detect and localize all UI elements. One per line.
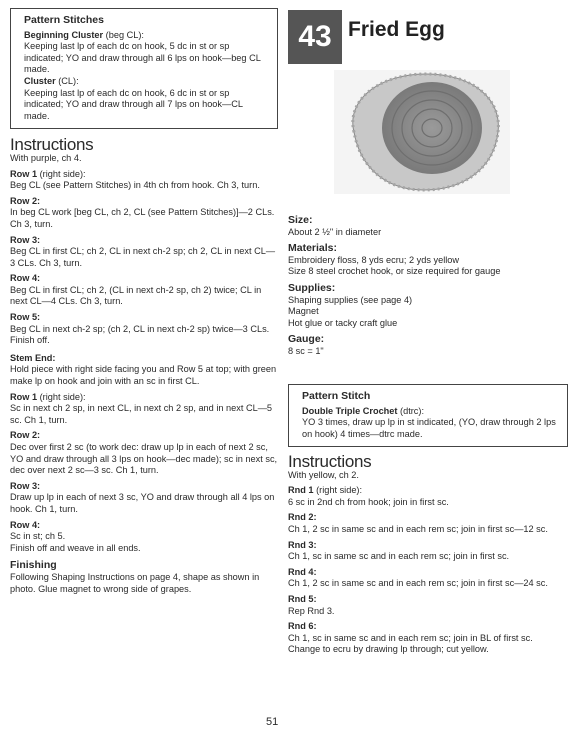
fried-egg-photo — [334, 70, 510, 194]
rnd-text: Rep Rnd 3. — [288, 605, 335, 616]
rnd-6 — [288, 621, 566, 656]
rnd-5 — [288, 594, 566, 617]
stem-heading: Stem End: — [10, 352, 56, 363]
pattern-stitches-box — [10, 8, 278, 129]
gauge-label: Gauge: — [288, 333, 325, 346]
left-column — [10, 8, 278, 595]
gauge-text: 8 sc = 1" — [288, 345, 324, 356]
row-text: Sc in st; ch 5. — [10, 531, 66, 542]
row-text: Beg CL (see Pattern Stitches) in 4th ch from hook. Ch 3, turn. — [10, 180, 260, 191]
row-note: (right side): — [37, 391, 86, 402]
rnd-note: (right side): — [313, 485, 363, 496]
page-title: Fried Egg — [348, 18, 445, 41]
dtrc-name: Double Triple Crochet — [302, 405, 398, 416]
row-label: Row 4: — [10, 273, 41, 284]
right-instructions — [288, 452, 566, 656]
cluster-text: Keeping last lp of each dc on hook, 6 dc in st or sp indicated; YO and draw through all 7 lps on hook—CL made. — [24, 87, 243, 121]
row-text: Dec over first 2 sc (to work dec: draw up lp in each of next 2 sc, YO and draw through all 3 lps on hook—dec made); sc in next sc, dec over next 2 sc—3 sc. Ch 1, turn. — [10, 442, 278, 476]
crochet-egg-image — [334, 70, 510, 194]
rnd-label: Rnd 2: — [288, 512, 317, 523]
supplies-line: Hot glue or tacky craft glue — [288, 317, 398, 328]
materials-line: Size 8 steel crochet hook, or size required for gauge — [288, 266, 501, 277]
stem-row-4 — [10, 520, 278, 543]
row-text: Draw up lp in each of next 3 sc, YO and draw through all 4 lps on hook. Ch 1, turn. — [10, 492, 275, 514]
pattern-stitches-title: Pattern Stitches — [24, 14, 104, 26]
size-text: About 2 ½" in diameter — [288, 226, 382, 237]
instructions-intro: With yellow, ch 2. — [288, 469, 359, 480]
cluster-name: Cluster — [24, 75, 56, 86]
row-text: Sc in next ch 2 sp, in next CL, in next ch 2 sp, and in next CL—5 sc. Ch 1, turn. — [10, 403, 272, 425]
row-label: Row 1 — [10, 391, 38, 402]
row-note: (right side): — [37, 168, 86, 179]
row-label: Row 3: — [10, 234, 41, 245]
supplies-line: Magnet — [288, 306, 319, 317]
dtrc-abbr: (dtrc): — [397, 405, 425, 416]
row-5 — [10, 312, 278, 347]
finish-off-text: Finish off and weave in all ends. — [10, 542, 141, 553]
page-number: 51 — [266, 716, 279, 728]
rnd-4 — [288, 567, 566, 590]
rnd-text: Ch 1, sc in same sc and in each rem sc; join in first sc. — [288, 551, 510, 562]
materials-line: Embroidery floss, 8 yds ecru; 2 yds yellow — [288, 254, 460, 265]
rnd-text: Ch 1, 2 sc in same sc and in each rem sc; join in first sc—24 sc. — [288, 578, 548, 589]
supplies-label: Supplies: — [288, 281, 336, 294]
finishing-heading: Finishing — [10, 559, 57, 572]
title-block — [288, 8, 566, 68]
stem-row-3 — [10, 481, 278, 516]
row-text: Beg CL in first CL; ch 2, (CL in next ch-2 sp, ch 2) twice; CL in next CL—4 CLs. Ch 3, turn. — [10, 284, 262, 307]
rnd-label: Rnd 4: — [288, 566, 317, 577]
beg-cluster-text: Keeping last lp of each dc on hook, 5 dc in st or sp indicated; YO and draw through all 6 lps on hook—beg CL made. — [24, 41, 261, 75]
rnd-text: 6 sc in 2nd ch from hook; join in first sc. — [288, 496, 449, 507]
rnd-label: Rnd 1 — [288, 485, 314, 496]
beg-cluster-name: Beginning Cluster — [24, 29, 104, 40]
pattern-number: 43 — [288, 10, 342, 64]
row-label: Row 1 — [10, 168, 38, 179]
details-section — [288, 210, 566, 358]
beg-cluster-abbr: (beg CL): — [103, 29, 144, 40]
rnd-3 — [288, 540, 566, 563]
row-text: Beg CL in first CL; ch 2, CL in next ch-2 sp; ch 2, CL in next CL—3 CLs. Ch 3, turn. — [10, 246, 276, 268]
row-3 — [10, 235, 278, 270]
rnd-2 — [288, 512, 566, 535]
rnd-label: Rnd 5: — [288, 593, 317, 604]
rnd-label: Rnd 3: — [288, 539, 317, 550]
row-label: Row 5: — [10, 312, 41, 323]
row-text: Beg CL in next ch-2 sp; (ch 2, CL in next ch-2 sp) twice—3 CLs. Finish off. — [10, 323, 270, 346]
rnd-1 — [288, 485, 566, 508]
row-label: Row 3: — [10, 480, 41, 491]
stem-row-2 — [10, 430, 278, 476]
row-1 — [10, 169, 278, 192]
stem-text: Hold piece with right side facing you and Row 5 at top; with green make lp on hook and join with an sc in first CL. — [10, 364, 277, 387]
row-label: Row 2: — [10, 430, 41, 441]
row-4 — [10, 273, 278, 308]
finishing-text: Following Shaping Instructions on page 4, shape as shown in photo. Glue magnet to wrong side of grapes. — [10, 571, 260, 594]
row-2 — [10, 196, 278, 231]
dtrc-text: YO 3 times, draw up lp in st indicated, (YO, draw through 2 lps on hook) 4 times—dtrc made. — [302, 417, 556, 439]
materials-label: Materials: — [288, 242, 338, 255]
row-label: Row 2: — [10, 195, 41, 206]
supplies-line: Shaping supplies (see page 4) — [288, 294, 413, 305]
instructions-intro: With purple, ch 4. — [10, 152, 82, 163]
rnd-label: Rnd 6: — [288, 621, 317, 632]
pattern-stitch-box — [288, 384, 568, 447]
instructions-heading: Instructions — [10, 135, 94, 155]
cluster-abbr: (CL): — [55, 75, 79, 86]
rnd-text: Ch 1, 2 sc in same sc and in each rem sc; join in first sc—12 sc. — [288, 523, 548, 534]
row-text: In beg CL work [beg CL, ch 2, CL (see Pattern Stitches)]—2 CLs. Ch 3, turn. — [10, 207, 275, 229]
rnd-text: Ch 1, sc in same sc and in each rem sc; join in BL of first sc. Change to ecru by drawing lp through; cut yellow. — [288, 632, 533, 655]
stem-row-1 — [10, 392, 278, 427]
row-label: Row 4: — [10, 519, 41, 530]
pattern-stitch-title: Pattern Stitch — [302, 390, 371, 402]
size-label: Size: — [288, 214, 313, 226]
instructions-heading: Instructions — [288, 452, 372, 471]
